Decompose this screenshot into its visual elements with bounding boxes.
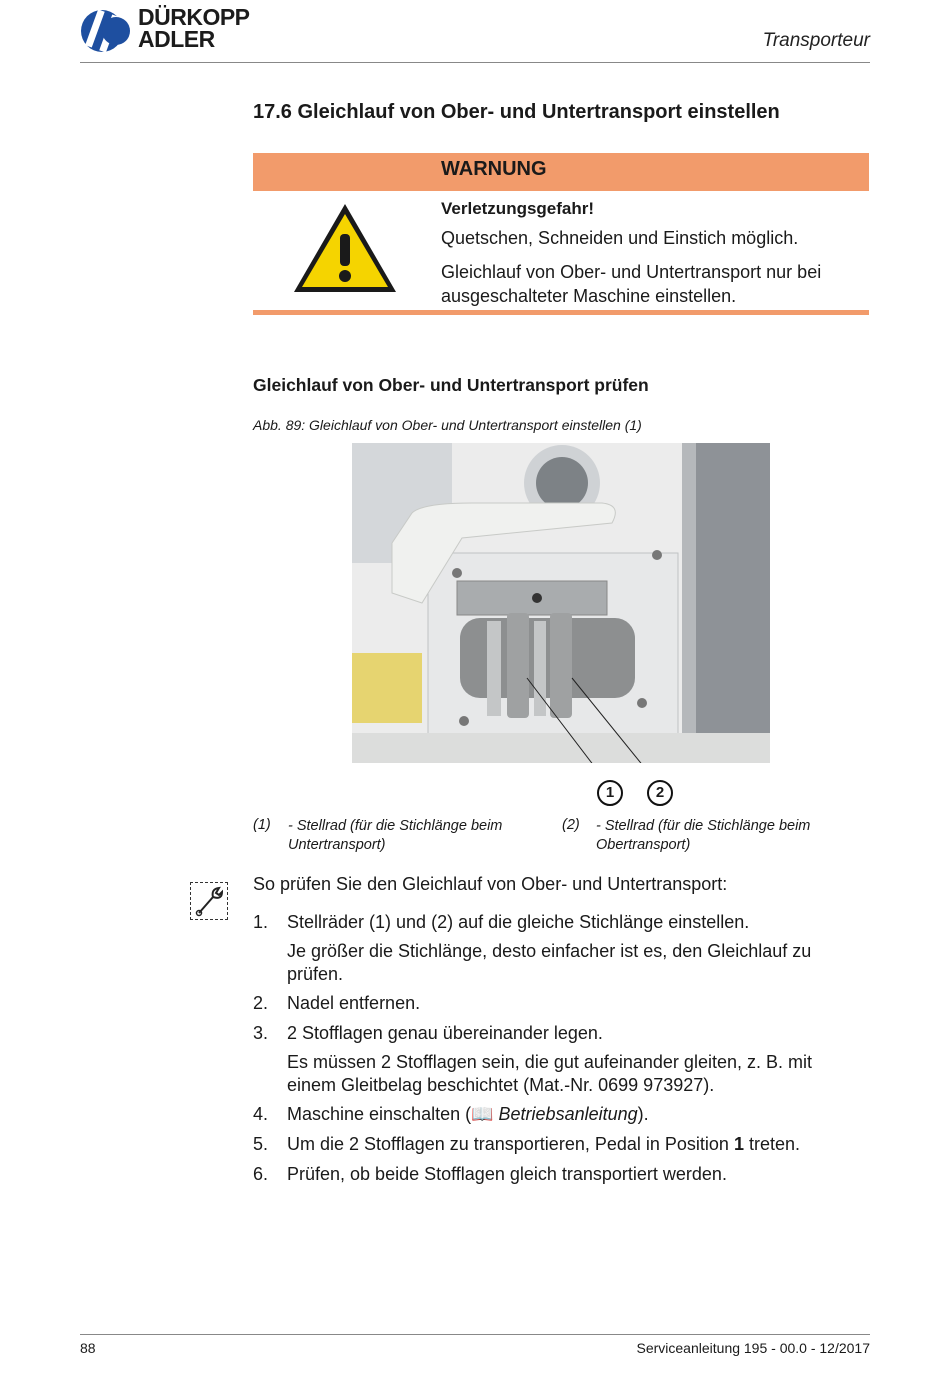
step-text: Nadel entfernen. [287, 993, 421, 1013]
step-text: Prüfen, ob beide Stofflagen gleich transportiert werden. [287, 1164, 727, 1184]
step-number: 3. [253, 1023, 269, 1043]
step-text-part: Um die 2 Stofflagen zu transportieren, Pedal in Position [287, 1134, 734, 1154]
step-text: 2 Stofflagen genau übereinander legen. [287, 1023, 603, 1043]
figure-caption: Abb. 89: Gleichlauf von Ober- und Untertransport einstellen (1) [253, 417, 642, 433]
warning-text-1: Quetschen, Schneiden und Einstich möglich. [441, 228, 799, 248]
sub-heading: Gleichlauf von Ober- und Untertransport prüfen [253, 375, 649, 395]
machine-photo [352, 443, 770, 763]
manual-reference: Betriebsanleitung [493, 1104, 638, 1124]
step-text [287, 1133, 852, 1156]
section-title: 17.6 Gleichlauf von Ober- und Untertransport einstellen [253, 101, 780, 123]
warning-label: WARNUNG [441, 158, 547, 180]
step-text-part: Maschine einschalten ( [287, 1104, 472, 1124]
step-number: 5. [253, 1134, 269, 1154]
callout-1: 1 [597, 780, 623, 806]
step-note: Es müssen 2 Stofflagen sein, die gut aufeinander gleiten, z. B. mit einem Gleitbelag beschichtet (Mat.-Nr. 0699 973927). [287, 1052, 812, 1095]
brand-wordmark [138, 6, 250, 50]
wrench-icon [190, 882, 228, 920]
step-number: 4. [253, 1104, 269, 1124]
document-reference: Serviceanleitung 195 - 00.0 - 12/2017 [636, 1340, 870, 1356]
step-number: 1. [253, 912, 269, 932]
step-text: Stellräder (1) und (2) auf die gleiche Stichlänge einstellen. [287, 912, 750, 932]
brand-line-1: DÜRKOPP [138, 4, 250, 30]
step-number: 6. [253, 1164, 269, 1184]
step-text [287, 1103, 852, 1126]
legend-index-1: (1) [253, 817, 271, 833]
book-icon: 📖 [471, 1104, 494, 1124]
callout-2: 2 [647, 780, 673, 806]
legend-index-2: (2) [562, 817, 580, 833]
step-note: Je größer die Stichlänge, desto einfacher ist es, den Gleichlauf zu prüfen. [287, 941, 812, 984]
step-number: 2. [253, 993, 269, 1013]
header-section-title: Transporteur [762, 30, 870, 51]
brand-line-2: ADLER [138, 26, 215, 52]
warning-bar [253, 153, 869, 191]
step-text-part: treten. [743, 1134, 800, 1154]
pedal-position: 1 [733, 1134, 744, 1154]
step-text-part: ). [637, 1104, 649, 1124]
header-divider [80, 62, 870, 63]
warning-bottom-rule [253, 310, 869, 315]
warning-heading: Verletzungsgefahr! [441, 199, 595, 218]
legend-text-1: - Stellrad (für die Stichlänge beim Untertransport) [288, 818, 503, 853]
instructions-intro: So prüfen Sie den Gleichlauf von Ober- und Untertransport: [253, 874, 728, 894]
footer-divider [80, 1334, 870, 1335]
legend-text-2: - Stellrad (für die Stichlänge beim Obertransport) [596, 818, 811, 853]
warning-triangle-icon [290, 200, 400, 296]
warning-text-2: Gleichlauf von Ober- und Untertransport nur bei ausgeschalteter Maschine einstellen. [441, 262, 822, 306]
page-number: 88 [80, 1340, 96, 1356]
